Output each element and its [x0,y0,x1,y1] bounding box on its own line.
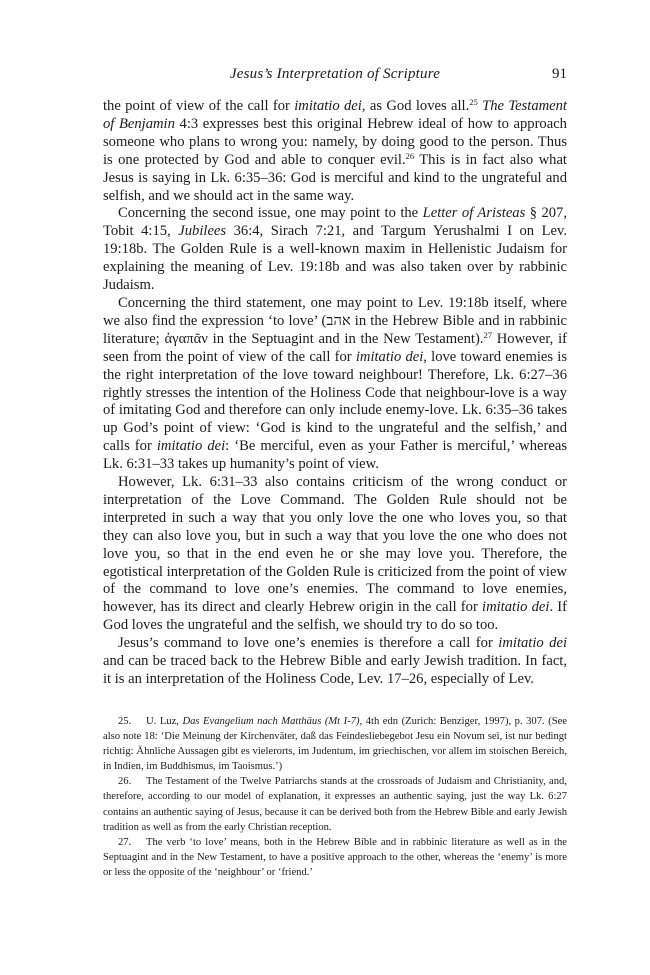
text-run: in the Hebrew Bible and in rabbinic literature; [103,312,567,347]
text-run: . If God loves the ungrateful and the selfish, we should try to do so too. [103,599,567,634]
italic-term: imitatio dei [294,98,362,114]
paragraph-1 [103,98,567,205]
footnote-27 [103,835,567,880]
text-run: 36:4, Sirach 7:21, and Targum Yerushalmi I on Lev. 19:18b. The Golden Rule is a well-known maxim in Hellenistic Judaism for explaining the meaning of Lev. 19:18b and was also taken over by rabbinic Judaism. [103,223,567,294]
footnote-ref-26[interactable]: 26 [405,150,415,161]
footnote-number: 27. [118,836,132,848]
text-run: : ‘Be merciful, even as your Father is merciful,’ whereas Lk. 6:31–33 takes up humanity’s point of view. [103,438,567,473]
footnotes [103,714,567,880]
text-run: However, if seen from the point of view of the call for [103,330,567,365]
text-run: Jesus’s command to love one’s enemies is therefore a call for [118,635,499,652]
running-head [103,66,567,88]
text-run: The Testament of the Twelve Patriarchs stands at the crossroads of Judaism and Christianity, and, therefore, according to our model of explanation, it expresses an authentic saying, just the way Lk. 6:27 contains an authentic saying of Jesus, because it can be derived both from the Hebrew Bible and early Jewish tradition as well as from the early Christian reception. [103,776,567,833]
text-run: U. Luz, [146,716,183,727]
footnote-number: 26. [118,776,132,788]
page-number: 91 [552,66,567,82]
italic-term: imitatio dei [156,438,226,455]
text-run: , 4th edn (Zurich: Benziger, 1997), p. 307. (See also note 18: ‘Die Meinung der Kirchenväter, daß das Feindesliebegebot Jesu ein Novum sei, ist nur bedingt richtig: Ähnliche Aussagen gibt es vielerorts, im Judentum, im griechischen, vor allem im stoischen Bereich, in Indien, im Buddhismus, im Taoismus.’) [103,716,568,773]
main-text [103,98,567,689]
italic-title: The Testament of Benjamin [103,98,567,132]
greek-word: ἀγαπᾶν [164,330,208,347]
text-run: 4:3 expresses best this original Hebrew ideal of how to approach someone who plans to wrong you: namely, by doing good to the person. Thus is one protected by God and able to conquer evil. [103,115,567,168]
italic-term: imitatio dei [355,348,424,365]
text-run: This is in fact also what Jesus is saying in Lk. 6:35–36: God is merciful and kind to the ungrateful and selfish, and we should act in the same way. [103,151,567,204]
text-run: § 207, Tobit 4:15, [103,205,567,240]
footnote-25 [103,714,567,774]
paragraph-3 [103,295,567,474]
italic-title: Jubilees [178,223,227,240]
footnote-ref-27[interactable]: 27 [483,329,492,340]
italic-title: Das Evangelium nach Matthäus (Mt I-7) [182,716,360,727]
paragraph-4 [103,474,567,635]
hebrew-word: אהב [326,312,351,329]
text-run: Concerning the third statement, one may point to Lev. 19:18b itself, where we also find the expression ‘to love’ ( [103,294,567,329]
text-run: However, Lk. 6:31–33 also contains criticism of the wrong conduct or interpretation of the Love Command. The Golden Rule should not be interpreted in such a way that you only love the one who loves you, so that they can also love you, but in such a way that you love the one who does not love you, so that in the end even he or she may love you. Therefore, the egotistical interpretation of the Golden Rule is criticized from the point of view of the command to love one’s enemies. The command to love enemies, however, has its direct and clearly Hebrew origin in the call for [103,474,567,616]
footnote-26 [103,774,567,834]
paragraph-5 [103,635,567,689]
running-title: Jesus’s Interpretation of Scripture [229,66,441,82]
text-run: , love toward enemies is the right interpretation of the love toward neighbour! Therefore, Lk. 6:27–36 rightly stresses the intention of the Holiness Code that neighbour-love is a way of imitating God and therefore can only include enemy-love. Lk. 6:35–36 takes up God’s point of view: ‘God is kind to the ungrateful and the selfish,’ and calls for [103,348,567,455]
text-run: The verb ‘to love’ means, both in the Hebrew Bible and in rabbinic literature as well as in the Septuagint and in the New Testament, to have a positive approach to the other, whereas the ‘enemy’ is more or less the opposite of the ‘neighbour’ or ‘friend.’ [103,836,567,878]
text-run: , as God loves all. [361,98,470,114]
footnote-ref-25[interactable]: 25 [469,97,478,107]
text-run: Concerning the second issue, one may point to the [118,205,423,222]
footnote-number: 25. [118,716,132,727]
text-run: in the Septuagint and in the New Testament). [207,330,484,347]
paragraph-2 [103,205,567,295]
italic-term: imitatio dei [498,635,567,652]
text-run: and can be traced back to the Hebrew Bible and early Jewish tradition. In fact, it is an interpretation of the Holiness Code, Lev. 17–26, especially of Lev. [103,653,567,687]
text-run: the point of view of the call for [103,98,295,114]
italic-term: imitatio dei [482,599,550,616]
italic-title: Letter of Aristeas [422,205,526,222]
